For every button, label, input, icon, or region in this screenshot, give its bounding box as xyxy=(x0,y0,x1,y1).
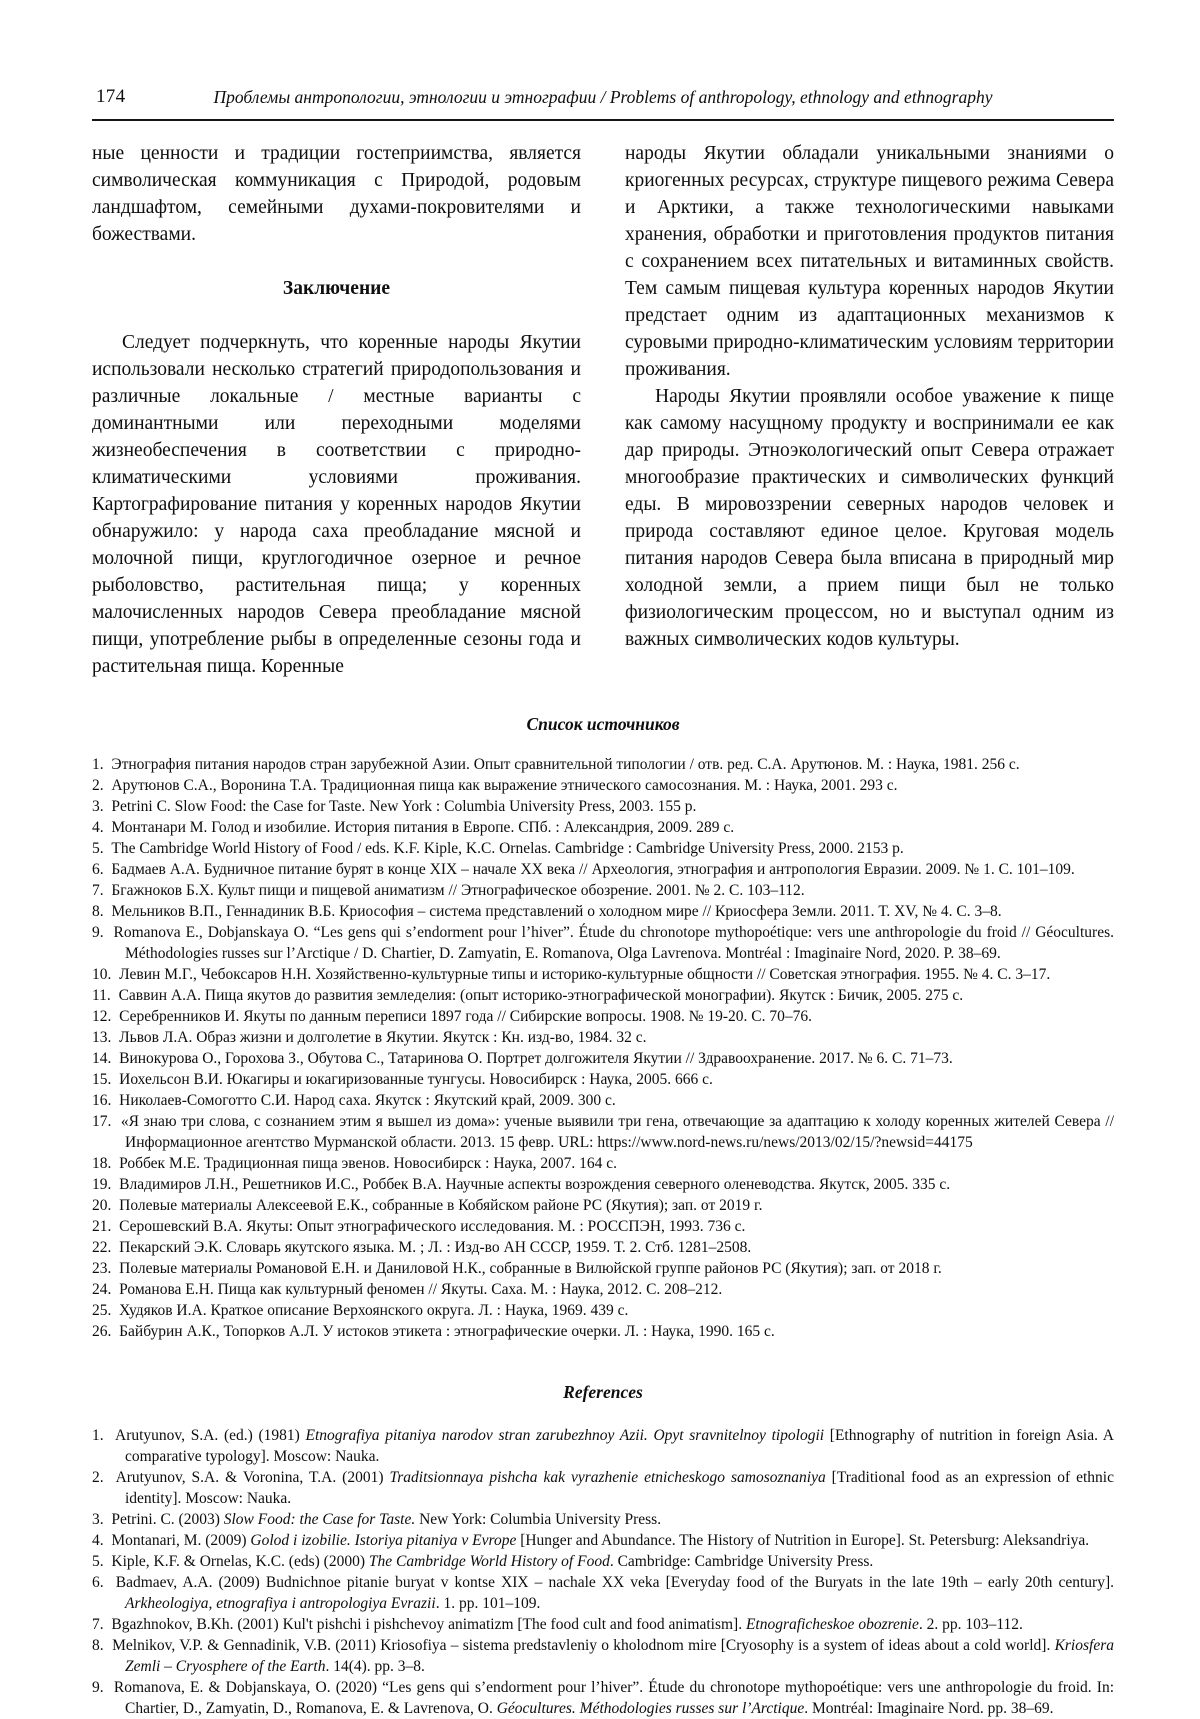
carryover-paragraph: ные ценности и традиции гостеприимства, является символическая коммуникация с Природой, родовым ландшафтом, семейными духами-покровителями и божествами. xyxy=(92,143,581,245)
item-number: 9. xyxy=(92,924,104,941)
item-number: 10. xyxy=(92,966,112,983)
sources-heading: Список источников xyxy=(526,714,680,734)
text-segment: [Ethnography of nutrition in foreign Asia. A comparative typology]. Moscow: Nauka. xyxy=(125,1427,1115,1465)
text-segment: Badmaev, A.A. (2009) Budnichnoe pitanie buryat v kontse XIX – nachale XX veka [Everyday food of the Buryats in the late 19th – early 20th century]. xyxy=(115,1574,1114,1591)
item-number: 6. xyxy=(92,861,104,878)
reference-item xyxy=(92,1509,1114,1530)
source-item: 26. Байбурин А.К., Топорков А.Л. У истоков этикета : этнографические очерки. Л. : Наука, 1990. 165 с. xyxy=(92,1323,775,1340)
item-number: 20. xyxy=(92,1197,112,1214)
italic-title-segment: Golod i izobilie. Istoriya pitaniya v Evrope xyxy=(250,1532,517,1549)
item-number: 5. xyxy=(92,840,104,857)
source-item: 17. «Я знаю три слова, с сознанием этим я вышел из дома»: ученые выявили три гена, отвечающие за адаптацию к холоду коренных жителей Севера // Информационное агентство Мурманской области. 2013. 15 февр. URL: https://www.nord-news.ru/news/2013/02/15/?newsid=44175 xyxy=(92,1113,1114,1151)
item-number: 26. xyxy=(92,1323,112,1340)
italic-title-segment: Etnografiya pitaniya narodov stran zarubezhnoy Azii. Opyt sravnitelnoy tipologii xyxy=(305,1427,825,1444)
text-segment: Bgazhnokov, B.Kh. (2001) Kul't pishchi i pishchevoy animatizm [The food cult and food animatism]. xyxy=(111,1616,746,1633)
item-number: 9. xyxy=(92,1679,104,1696)
italic-title-segment: Etnograficheskoe obozrenie xyxy=(745,1616,919,1633)
italic-title-segment: Géocultures. Méthodologies russes sur l’Arctique xyxy=(496,1700,805,1717)
source-item: 2. Арутюнов С.А., Воронина Т.А. Традиционная пища как выражение этнического самосознания. М. : Наука, 2001. 293 с. xyxy=(92,777,898,794)
text-segment: . 1. pp. 101–109. xyxy=(435,1595,541,1612)
references-heading: References xyxy=(563,1382,643,1402)
source-item: 8. Мельников В.П., Геннадиник В.Б. Криософия – система представлений о холодном мире // Криосфера Земли. 2011. Т. XV, № 4. С. 3–8. xyxy=(92,903,1002,920)
source-item: 23. Полевые материалы Романовой Е.Н. и Даниловой Н.К., собранные в Вилюйской группе районов РС (Якутия); зап. от 2018 г. xyxy=(92,1260,942,1277)
text-segment: Romanova, E. & Dobjanskaya, O. (2020) “Les gens qui s’endorment pour l’hiver”. Étude du chronotope mythopoétique: vers une anthropologie du froid. In: Chartier, D., Zamyatin, D., Romanova, E. & Lavrenova, O. xyxy=(113,1679,1114,1717)
source-item: 18. Роббек М.Е. Традиционная пища эвенов. Новосибирск : Наука, 2007. 164 с. xyxy=(92,1155,617,1172)
source-item: 11. Саввин А.А. Пища якутов до развития земледелия: (опыт историко-этнографической монографии). Якутск : Бичик, 2005. 275 с. xyxy=(92,987,964,1004)
item-number: 13. xyxy=(92,1029,112,1046)
italic-title-segment: Kriosfera Zemli – Cryosphere of the Earth xyxy=(125,1637,1114,1675)
item-number: 8. xyxy=(92,903,104,920)
right-paragraph-1: народы Якутии обладали уникальными знаниями о криогенных ресурсах, структуре пищевого режима Севера и Арктики, а также технологическими навыками хранения, обработки и приготовления продуктов питания с сохранением всех питательных и витаминных свойств. Тем самым пищевая культура коренных народов Якутии предстает одним из адаптационных механизмов к суровыми природно-климатическим условиям территории проживания. xyxy=(625,143,1114,380)
item-number: 2. xyxy=(92,777,104,794)
source-item: 22. Пекарский Э.К. Словарь якутского языка. М. ; Л. : Изд-во АН СССР, 1959. Т. 2. Стб. 1281–2508. xyxy=(92,1239,752,1256)
source-item: 19. Владимиров Л.Н., Решетников И.С., Роббек В.А. Научные аспекты возрождения северного оленеводства. Якутск, 2005. 335 с. xyxy=(92,1176,951,1193)
item-number: 8. xyxy=(92,1637,104,1654)
text-segment: New York: Columbia University Press. xyxy=(415,1511,662,1528)
text-segment: Montanari, M. (2009) xyxy=(111,1532,251,1549)
text-segment: Melnikov, V.P. & Gennadinik, V.B. (2011) Kriosofiya – sistema predstavleniy o kholodnom mire [Cryosophy is a system of ideas about a cold world]. xyxy=(112,1637,1055,1654)
reference-item xyxy=(92,1614,1114,1635)
italic-title-segment: Slow Food: the Case for Taste. xyxy=(223,1511,416,1528)
item-number: 18. xyxy=(92,1155,112,1172)
source-item: 4. Монтанари М. Голод и изобилие. История питания в Европе. СПб. : Александрия, 2009. 289 с. xyxy=(92,819,735,836)
item-number: 11. xyxy=(92,987,111,1004)
page-number: 174 xyxy=(96,86,126,107)
item-number: 25. xyxy=(92,1302,112,1319)
item-number: 16. xyxy=(92,1092,112,1109)
conclusion-paragraph: Следует подчеркнуть, что коренные народы Якутии использовали несколько стратегий природопользования и различные локальные / местные варианты с доминантными или переходными моделями жизнеобеспечения в соответствии с природно-климатическими условиями проживания. Картографирование питания у коренных народов Якутии обнаружило: у народа саха преобладание мясной и молочной пищи, круглогодичное озерное и речное рыболовство, растительная пища; у коренных малочисленных народов Севера преобладание мясной пищи, употребление рыбы в определенные сезоны года и растительная пища. Коренные xyxy=(92,332,581,677)
source-item: 10. Левин М.Г., Чебоксаров Н.Н. Хозяйственно-культурные типы и историко-культурные общности // Советская этнография. 1955. № 4. С. 3–17. xyxy=(92,966,1051,983)
text-segment: . 2. pp. 103–112. xyxy=(918,1616,1023,1633)
text-segment: . Cambridge: Cambridge University Press. xyxy=(609,1553,874,1570)
item-number: 7. xyxy=(92,882,104,899)
references-list xyxy=(92,1425,1114,1719)
item-number: 3. xyxy=(92,798,104,815)
item-number: 17. xyxy=(92,1113,112,1130)
reference-item xyxy=(92,1635,1114,1677)
item-number: 5. xyxy=(92,1553,104,1570)
item-number: 15. xyxy=(92,1071,112,1088)
text-segment: Arutyunov, S.A. & Voronina, T.A. (2001) xyxy=(115,1469,390,1486)
text-segment: [Traditional food as an expression of ethnic identity]. Moscow: Nauka. xyxy=(125,1469,1114,1507)
reference-item xyxy=(92,1572,1114,1614)
body-columns xyxy=(92,140,1114,680)
source-item: 16. Николаев-Сомоготто С.И. Народ саха. Якутск : Якутский край, 2009. 300 с. xyxy=(92,1092,616,1109)
item-number: 24. xyxy=(92,1281,112,1298)
item-number: 19. xyxy=(92,1176,112,1193)
source-item: 20. Полевые материалы Алексеевой Е.К., собранные в Кобяйском районе РС (Якутия); зап. от 2019 г. xyxy=(92,1197,763,1214)
left-column xyxy=(92,140,581,680)
journal-title: Проблемы антропологии, этнологии и этнографии / Problems of anthropology, ethnology and ethnography xyxy=(213,87,993,107)
item-number: 12. xyxy=(92,1008,112,1025)
reference-item xyxy=(92,1530,1114,1551)
source-item: 7. Бгажноков Б.Х. Культ пищи и пищевой аниматизм // Этнографическое обозрение. 2001. № 2. С. 103–112. xyxy=(92,882,805,899)
source-item: 13. Львов Л.А. Образ жизни и долголетие в Якутии. Якутск : Кн. изд-во, 1984. 32 с. xyxy=(92,1029,647,1046)
right-column xyxy=(625,140,1114,680)
source-item: 21. Серошевский В.А. Якуты: Опыт этнографического исследования. М. : РОССПЭН, 1993. 736 с. xyxy=(92,1218,746,1235)
item-number: 14. xyxy=(92,1050,112,1067)
reference-item xyxy=(92,1677,1114,1719)
item-number: 1. xyxy=(92,756,104,773)
item-number: 22. xyxy=(92,1239,112,1256)
item-number: 6. xyxy=(92,1574,104,1591)
text-segment: Kiple, K.F. & Ornelas, K.C. (eds) (2000) xyxy=(111,1553,369,1570)
text-segment: . Montréal: Imaginaire Nord. pp. 38–69. xyxy=(804,1700,1054,1717)
item-number: 23. xyxy=(92,1260,112,1277)
italic-title-segment: Arkheologiya, etnografiya i antropologiya Evrazii xyxy=(125,1595,436,1612)
conclusion-heading: Заключение xyxy=(282,278,391,299)
item-number: 2. xyxy=(92,1469,104,1486)
item-number: 21. xyxy=(92,1218,112,1235)
source-item: 9. Romanova E., Dobjanskaya O. “Les gens qui s’endorment pour l’hiver”. Étude du chronotope mythopoétique: vers une anthropologie du froid // Géocultures. Méthodologies russes sur l’Arctique / D. Chartier, D. Zamyatin, E. Romanova, Olga Lavrenova. Montréal : Imaginaire Nord, 2020. P. 38–69. xyxy=(92,924,1114,962)
item-number: 3. xyxy=(92,1511,104,1528)
reference-item xyxy=(92,1467,1114,1509)
source-item: 1. Этнография питания народов стран зарубежной Азии. Опыт сравнительной типологии / отв. ред. С.А. Арутюнов. М. : Наука, 1981. 256 с. xyxy=(92,756,1020,773)
italic-title-segment: The Cambridge World History of Food xyxy=(368,1553,610,1570)
text-segment: Arutyunov, S.A. (ed.) (1981) xyxy=(115,1427,306,1444)
text-segment: [Hunger and Abundance. The History of Nutrition in Europe]. St. Petersburg: Aleksandriya. xyxy=(516,1532,1090,1549)
item-number: 4. xyxy=(92,1532,104,1549)
running-header xyxy=(92,86,1114,121)
source-item: 25. Худяков И.А. Краткое описание Верхоянского округа. Л. : Наука, 1969. 439 с. xyxy=(92,1302,629,1319)
source-item: 14. Винокурова О., Горохова З., Обутова С., Татаринова О. Портрет долгожителя Якутии // Здравоохранение. 2017. № 6. С. 71–73. xyxy=(92,1050,953,1067)
text-segment: Petrini. C. (2003) xyxy=(111,1511,224,1528)
source-item: 5. The Cambridge World History of Food / eds. K.F. Kiple, K.C. Ornelas. Cambridge : Cambridge University Press, 2000. 2153 p. xyxy=(92,840,904,857)
item-number: 7. xyxy=(92,1616,104,1633)
source-item: 15. Иохельсон В.И. Юкагиры и юкагиризованные тунгусы. Новосибирск : Наука, 2005. 666 с. xyxy=(92,1071,713,1088)
italic-title-segment: Traditsionnaya pishcha kak vyrazhenie etnicheskogo samosoznaniya xyxy=(389,1469,826,1486)
text-segment: . 14(4). pp. 3–8. xyxy=(325,1658,425,1675)
reference-item xyxy=(92,1551,1114,1572)
source-item: 3. Petrini C. Slow Food: the Case for Taste. New York : Columbia University Press, 2003. 155 p. xyxy=(92,798,697,815)
reference-item xyxy=(92,1425,1114,1467)
right-paragraph-2: Народы Якутии проявляли особое уважение к пище как самому насущному продукту и воспринимали ее как дар природы. Этноэкологический опыт Севера отражает многообразие практических и символических функций еды. В мировоззрении северных народов человек и природа составляют единое целое. Круговая модель питания народов Севера была вписана в природный мир холодной земли, а прием пищи был не только физиологическим процессом, но и выступал одним из важных символических кодов культуры. xyxy=(625,386,1114,650)
sources-list xyxy=(92,754,1114,1342)
item-number: 1. xyxy=(92,1427,104,1444)
item-number: 4. xyxy=(92,819,104,836)
source-item: 24. Романова Е.Н. Пища как культурный феномен // Якуты. Саха. М. : Наука, 2012. С. 208–212. xyxy=(92,1281,723,1298)
source-item: 6. Бадмаев А.А. Будничное питание бурят в конце XIX – начале XX века // Археология, этнография и антропология Евразии. 2009. № 1. С. 101–109. xyxy=(92,861,1075,878)
source-item: 12. Серебренников И. Якуты по данным переписи 1897 года // Сибирские вопросы. 1908. № 19-20. С. 70–76. xyxy=(92,1008,813,1025)
